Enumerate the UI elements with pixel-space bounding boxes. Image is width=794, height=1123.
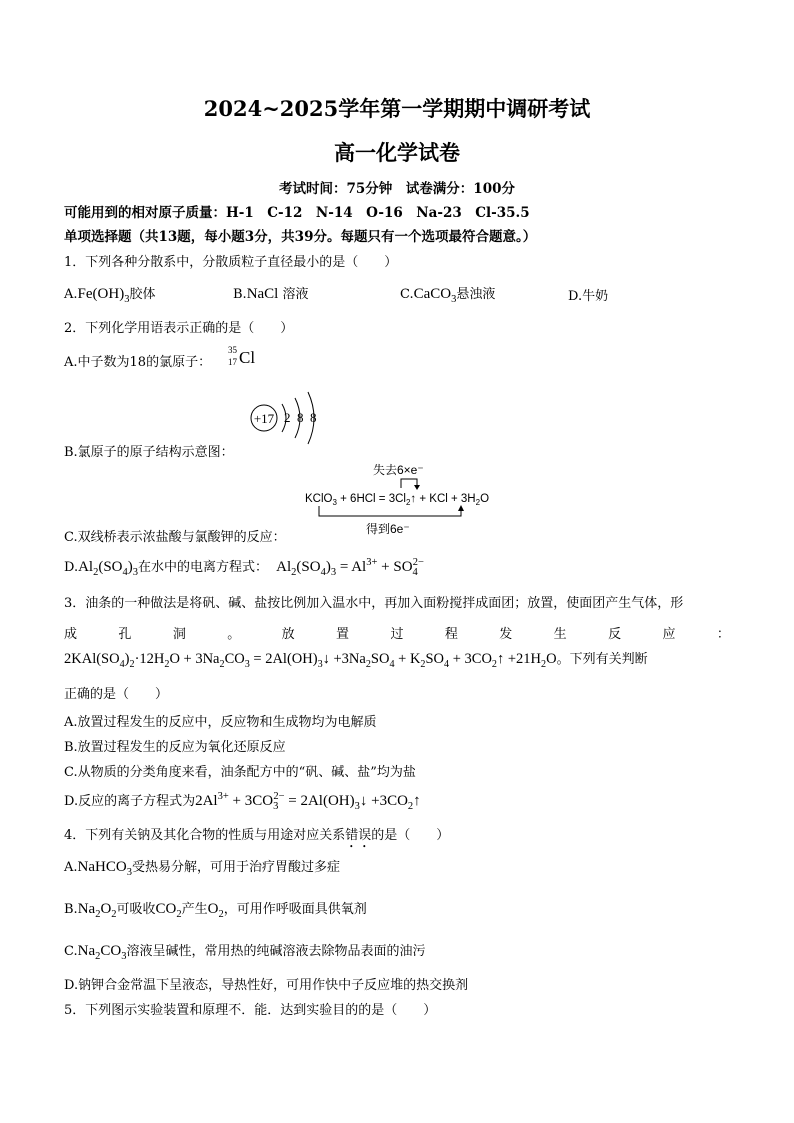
double-bridge-diagram [300,460,530,540]
lost-bracket [401,479,417,488]
q1-option-c: C.CaCO$_3$悬浊液 [400,286,496,305]
exam-title: 2024~2025学年第一学期期中调研考试 [203,96,591,121]
q2-stem: 2．下列化学用语表示正确的是（ ） [64,321,294,336]
shell-electrons-3: 8 [310,410,317,425]
section-heading: 单项选择题（共13题，每小题3分，共39分。每题只有一个选项最符合题意。） [64,229,537,245]
q3-option-d: D.反应的离子方程式为$2Al^{3+} + 3CO_3^{2-}$ = $2Al(OH)_3↓$ $+3CO_2↑$ [64,791,421,812]
atomic-number: 17 [228,357,237,367]
q4-stem: 4．下列有关钠及其化合物的性质与用途对应关系错误的是（ ） [64,828,450,843]
mass-number: 35 [228,345,237,355]
exam-info: 考试时间：75分钟 试卷满分：100分 [279,181,515,197]
q3-option-a: A.放置过程发生的反应中，反应物和生成物均为电解质 [64,715,377,730]
q1-option-b: B.NaCl 溶液 [233,286,309,302]
q3-stem-line4: 正确的是（ ） [64,687,169,702]
q2-option-b: B.氯原子的原子结构示意图： [64,445,234,460]
lost-arrowhead [414,485,420,490]
atomic-masses: 可能用到的相对原子质量：H-1 C-12 N-14 O-16 Na-23 Cl-35.5 [64,205,530,221]
q4-option-b: $B.Na_2O_2$可吸收$CO_2$产生$O_2$，可用作呼吸面具供氧剂 [64,901,367,920]
nucleus-charge: +17 [253,411,275,426]
q3-stem-line1: 3．油条的一种做法是将矾、碱、盐按比例加入温水中，再加入面粉搅拌成面团；放置，使面团产生气体，形 [64,596,684,611]
emphasis-mark-wrong: 错误 [345,828,372,843]
electrons-lost-label: 失去6×e⁻ [373,463,424,477]
q3-stem-line2: 成 孔 洞 。 放 置 过 程 发 生 反 应 ： [64,627,730,642]
q1-option-a: $A.Fe(OH)_3$胶体 [64,286,156,305]
chlorine-isotope-symbol [228,345,258,371]
gained-bracket [319,506,461,516]
q1-stem: 1．下列各种分散系中，分散质粒子直径最小的是（ ） [64,255,398,270]
q4-option-a: A.NaHCO$_3$受热易分解，可用于治疗胃酸过多症 [64,859,340,878]
q4-option-c: $C.Na_2CO_3$溶液呈碱性，常用热的纯碱溶液去除物品表面的油污 [64,943,426,962]
redox-equation: KClO$_3$ + $6HCl = 3Cl_2↑$ + KCl + $3H_2O$ [305,493,490,507]
q2-option-d: $D.Al_2(SO_4)_3$在水中的电离方程式： $Al_2(SO_4)_3 = Al^{3+} + SO_4^{2-}$ [64,557,424,578]
emphasis-mark-cannot: 不．能． [228,1003,281,1018]
gained-arrowhead [458,505,464,511]
element-symbol: Cl [239,348,256,367]
alum-reaction-equation: $2KAl(SO_4)_2\cdot 12H_2O + 3Na_2CO_3$ = $2Al(OH)_3↓ +3Na_2SO_4 + K_2SO_4$ + $3CO_2↑ +21H_2O$ [64,651,557,670]
q1-option-d: D.牛奶 [568,289,609,304]
shell-electrons-2: 8 [297,410,304,425]
electrons-gained-label: 得到6e⁻ [366,522,410,536]
atomic-structure-diagram [240,388,340,448]
q3-option-c: C.从物质的分类角度来看，油条配方中的“矾、碱、盐”均为盐 [64,765,416,780]
exam-subject: 高一化学试卷 [334,140,460,165]
shell-electrons-1: 2 [284,410,291,425]
q3-option-b: B.放置过程发生的反应为氧化还原反应 [64,740,286,755]
q2-option-c: C.双线桥表示浓盐酸与氯酸钾的反应： [64,530,286,545]
q2-option-a: A.中子数为18的氯原子： [64,355,212,370]
q5-stem: 5．下列图示实验装置和原理不．能．达到实验目的的是（ ） [64,1003,437,1018]
q3-equation-line: $2KAl(SO_4)_2\cdot 12H_2O + 3Na_2CO_3$ = $2Al(OH)_3↓ +3Na_2SO_4 + K_2SO_4$ + $3CO_2↑ +21H_2O$。下列有关判断 [64,651,648,670]
q4-option-d: D.钠钾合金常温下呈液态，导热性好，可用作快中子反应堆的热交换剂 [64,978,469,993]
